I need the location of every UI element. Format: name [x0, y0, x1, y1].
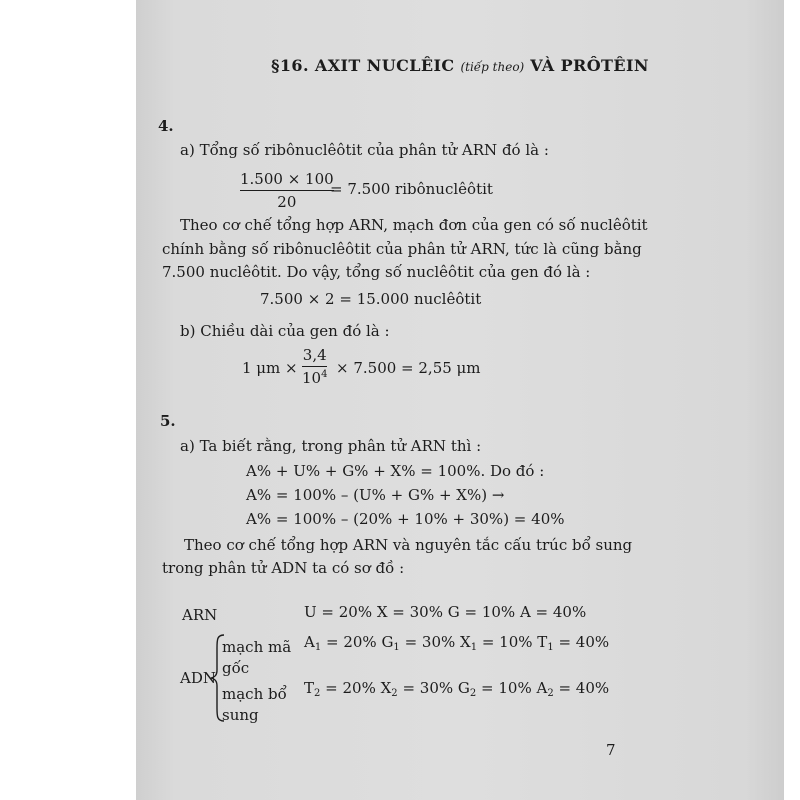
schema-arn-label: ARN — [182, 606, 218, 624]
q4-frac1-numerator: 1.500 × 100 — [240, 170, 334, 188]
page-number: 7 — [606, 741, 616, 759]
fraction-bar — [240, 190, 334, 191]
complementary-strand-label-2: sung — [222, 706, 259, 724]
q4-frac1-rhs: = 7.500 ribônuclêôtit — [330, 180, 493, 198]
q5-para-line2: trong phân tử ADN ta có sơ đồ : — [162, 559, 405, 577]
page-paper — [136, 0, 784, 800]
section-title — [136, 57, 784, 76]
title-main-post: VÀ PRÔTÊIN — [530, 56, 649, 75]
q4-eq3-rhs: × 7.500 = 2,55 μm — [336, 359, 481, 377]
q4-fraction-3 — [302, 346, 327, 387]
q4-eq3-lhs: 1 μm × — [242, 359, 298, 377]
q4-frac3-denominator: $10^4$ — [302, 369, 328, 387]
q4-para1-line3: 7.500 nuclêôtit. Do vậy, tổng số nuclêôtit của gen đó là : — [162, 263, 591, 281]
q4-frac3-numerator: 3,4 — [302, 346, 327, 364]
q4-para1-line1: Theo cơ chế tổng hợp ARN, mạch đơn của gen có số nuclêôtit — [180, 216, 648, 234]
title-main-pre: §16. AXIT NUCLÊIC — [271, 56, 455, 75]
template-strand-values: $A_1 = 20\%$ $G_1 = 30\%$ $X_1 = 10\%$ $T_1 = 40\%$ — [304, 633, 610, 653]
template-strand-label-2: gốc — [222, 659, 250, 677]
title-italic-note: (tiếp theo) — [460, 60, 525, 74]
q5-a-line: a) Ta biết rằng, trong phân tử ARN thì : — [180, 437, 482, 455]
q5-para-line1: Theo cơ chế tổng hợp ARN và nguyên tắc cấu trúc bổ sung — [184, 536, 633, 554]
q5-eq1: A% + U% + G% + X% = 100%. Do đó : — [246, 462, 545, 480]
q5-eq2: A% = 100% – (U% + G% + X%) → — [246, 486, 505, 504]
q5-eq3: A% = 100% – (20% + 10% + 30%) = 40% — [246, 510, 565, 528]
q4-b-line: b) Chiều dài của gen đó là : — [180, 322, 390, 340]
q4-frac1-denominator: 20 — [277, 193, 297, 211]
q4-eq2: 7.500 × 2 = 15.000 nuclêôtit — [260, 290, 482, 308]
q4-para1-line2: chính bằng số ribônuclêôtit của phân tử ARN, tức là cũng bằng — [162, 240, 642, 258]
q4-number: 4. — [158, 117, 174, 135]
fraction-bar — [302, 366, 327, 367]
q5-number: 5. — [160, 412, 176, 430]
template-strand-label-1: mạch mã — [222, 638, 292, 656]
complementary-strand-label-1: mạch bổ — [222, 685, 287, 703]
schema-adn-label: ADN — [180, 669, 216, 687]
q4-fraction-1 — [240, 170, 334, 211]
schema-arn-values: U = 20% X = 30% G = 10% A = 40% — [304, 603, 587, 621]
q4-a-line: a) Tổng số ribônuclêôtit của phân tử ARN đó là : — [180, 141, 549, 159]
complementary-strand-values: $T_2 = 20\%$ $X_2 = 30\%$ $G_2 = 10\%$ $A_2 = 40\%$ — [304, 679, 610, 699]
